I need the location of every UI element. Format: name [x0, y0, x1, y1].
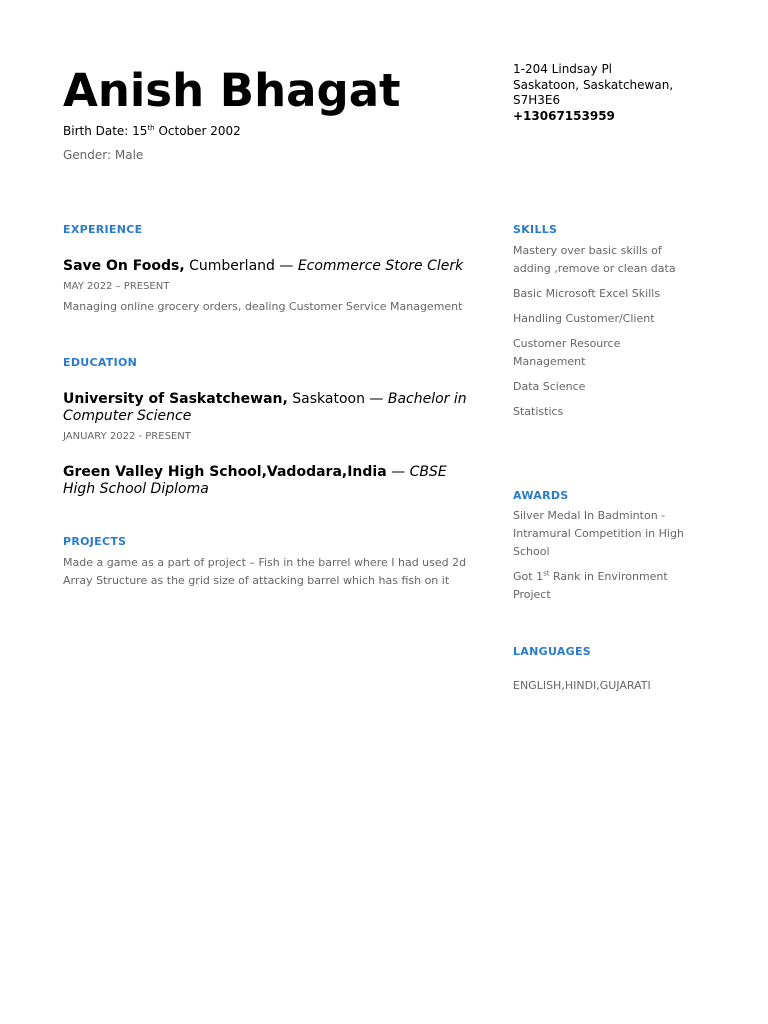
candidate-name: Anish Bhagat	[63, 64, 401, 117]
job-company: Save On Foods,	[63, 258, 185, 274]
award-item: Silver Medal In Badminton - Intramural Competition in High School	[513, 509, 684, 558]
skills-heading: SKILLS	[513, 223, 558, 236]
education-degree: Bachelor in Computer Science	[63, 391, 467, 424]
birth-date-rest: October 2002	[154, 124, 241, 138]
job-role: Ecommerce Store Clerk	[297, 258, 464, 274]
skill-item: Mastery over basic skills of adding ,remove or clean data	[513, 244, 676, 275]
awards-heading: AWARDS	[513, 489, 569, 502]
education-school: University of Saskatchewan,	[63, 391, 288, 407]
languages-text: ENGLISH,HINDI,GUJARATI	[513, 679, 651, 692]
education-heading: EDUCATION	[63, 356, 138, 369]
skill-item: Data Science	[513, 380, 586, 393]
skill-item: Statistics	[513, 405, 564, 418]
award-ordinal-suffix: st	[543, 569, 550, 578]
address-line-1: 1-204 Lindsay Pl	[513, 62, 613, 76]
award-prefix: Got 1	[513, 570, 544, 583]
gender: Gender: Male	[63, 148, 144, 162]
education-entry-title	[63, 464, 458, 498]
education-location: Saskatoon —	[287, 391, 388, 407]
contact-block	[513, 62, 713, 124]
projects-heading: PROJECTS	[63, 535, 127, 548]
education-date: JANUARY 2022 - PRESENT	[63, 431, 191, 442]
skill-item: Handling Customer/Client	[513, 312, 655, 325]
birth-date-suffix: th	[147, 124, 155, 132]
award-item	[513, 568, 693, 604]
job-description: Managing online grocery orders, dealing Customer Service Management	[63, 300, 463, 313]
address-line-3: S7H3E6	[513, 93, 561, 107]
award-text: Rank in Environment Project	[513, 570, 668, 601]
skill-item: Customer Resource Management	[513, 337, 621, 368]
education-degree: CBSE High School Diploma	[63, 464, 447, 497]
skill-item: Basic Microsoft Excel Skills	[513, 287, 661, 300]
birth-date-label: Birth Date: 15	[63, 124, 148, 138]
awards-list	[513, 507, 693, 611]
job-title	[63, 258, 473, 275]
job-date: MAY 2022 – PRESENT	[63, 281, 170, 292]
address-line-2: Saskatoon, Saskatchewan,	[513, 77, 674, 92]
education-school: Green Valley High School,Vadodara,India	[63, 464, 387, 480]
education-location: —	[386, 464, 410, 480]
birth-date	[63, 124, 241, 139]
experience-heading: EXPERIENCE	[63, 223, 143, 236]
job-location: Cumberland —	[184, 258, 298, 274]
languages-heading: LANGUAGES	[513, 645, 592, 658]
education-entry-title	[63, 391, 473, 425]
project-description: Made a game as a part of project – Fish in the barrel where I had used 2d Array Structure as the grid size of attacking barrel which has fish on it	[63, 556, 467, 587]
phone-number: +13067153959	[513, 108, 615, 123]
skills-list	[513, 242, 693, 428]
